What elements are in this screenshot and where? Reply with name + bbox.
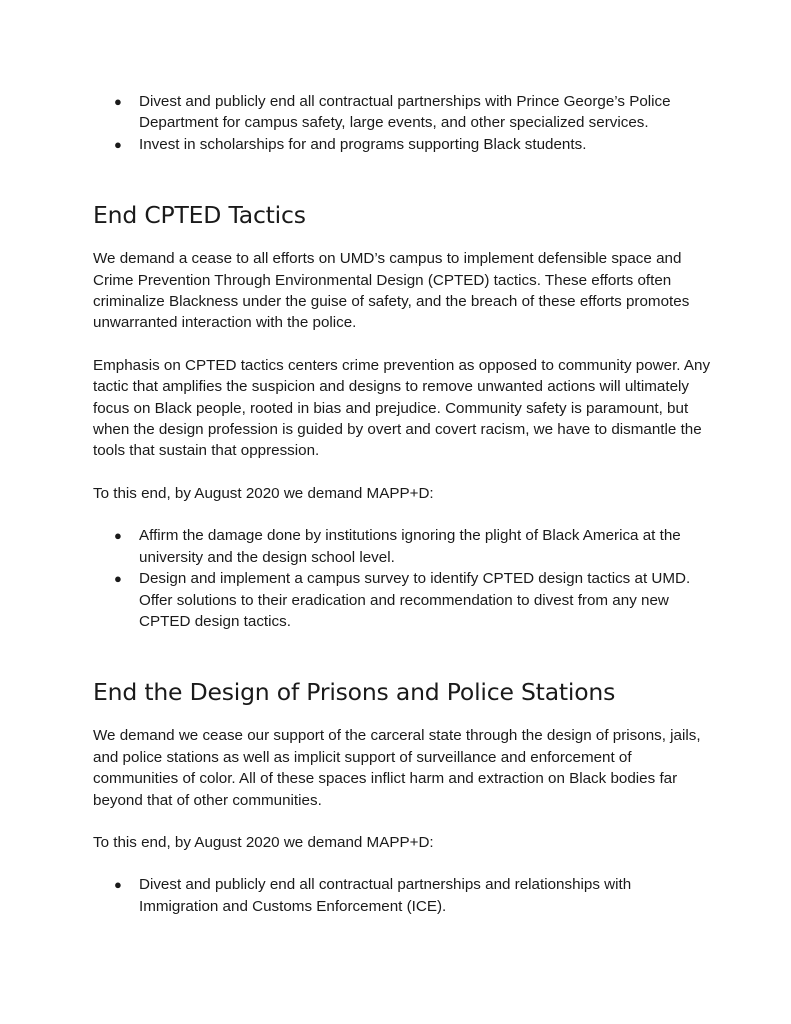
- prisons-bullet-list: [93, 874, 713, 917]
- prisons-demand-intro: To this end, by August 2020 we demand MAPP+D:: [93, 833, 434, 851]
- bullet-icon: ●: [114, 94, 122, 109]
- list-item-text: Affirm the damage done by institutions ignoring the plight of Black America at the university and the design school level.: [139, 527, 681, 566]
- cpted-paragraph-2: Emphasis on CPTED tactics centers crime prevention as opposed to community power. Any tactic that amplifies the suspicion and designs to remove unwanted actions will ultimately focus on Black people, rooted in bias and prejudice. Community safety is paramount, but when the design profession is guided by overt and covert racism, we have to dismantle the tools that sustain that oppression.: [93, 356, 711, 460]
- bullet-icon: ●: [114, 571, 122, 587]
- cpted-demand-intro: To this end, by August 2020 we demand MAPP+D:: [93, 484, 434, 502]
- prisons-paragraph-1: We demand we cease our support of the carceral state through the design of prisons, jails, and police stations as well as implicit support of surveillance and enforcement of communities of color. All of these spaces inflict harm and extraction on Black bodies far beyond that of other communities.: [93, 727, 701, 809]
- intro-bullet-list: [93, 91, 713, 155]
- cpted-bullet-list: [93, 525, 713, 632]
- bullet-icon: ●: [114, 136, 122, 152]
- bullet-icon: ●: [114, 877, 122, 893]
- list-item: [93, 134, 713, 155]
- list-item-text: Design and implement a campus survey to identify CPTED design tactics at UMD. Offer solutions to their eradication and recommendation to divest from any new CPTED design tactics.: [139, 570, 691, 630]
- list-item: [93, 525, 713, 568]
- cpted-paragraph-1: We demand a cease to all efforts on UMD’s campus to implement defensible space and Crime Prevention Through Environmental Design (CPTED) tactics. These efforts often criminalize Blackness under the guise of safety, and the breach of these efforts promotes unwarranted interaction with the police.: [93, 250, 690, 332]
- list-item: [93, 874, 713, 917]
- bullet-icon: ●: [114, 528, 122, 544]
- document-page: [93, 91, 713, 917]
- section-heading-prisons: End the Design of Prisons and Police Stations: [93, 678, 616, 707]
- list-item-text: Divest and publicly end all contractual partnerships and relationships with Immigration and Customs Enforcement (ICE).: [139, 876, 632, 915]
- list-item: [93, 91, 713, 134]
- section-heading-cpted: End CPTED Tactics: [93, 201, 306, 230]
- list-item-text: Invest in scholarships for and programs supporting Black students.: [139, 135, 587, 153]
- list-item-text: Divest and publicly end all contractual partnerships with Prince George’s Police Department for campus safety, large events, and other specialized services.: [139, 93, 671, 132]
- list-item: [93, 568, 713, 632]
